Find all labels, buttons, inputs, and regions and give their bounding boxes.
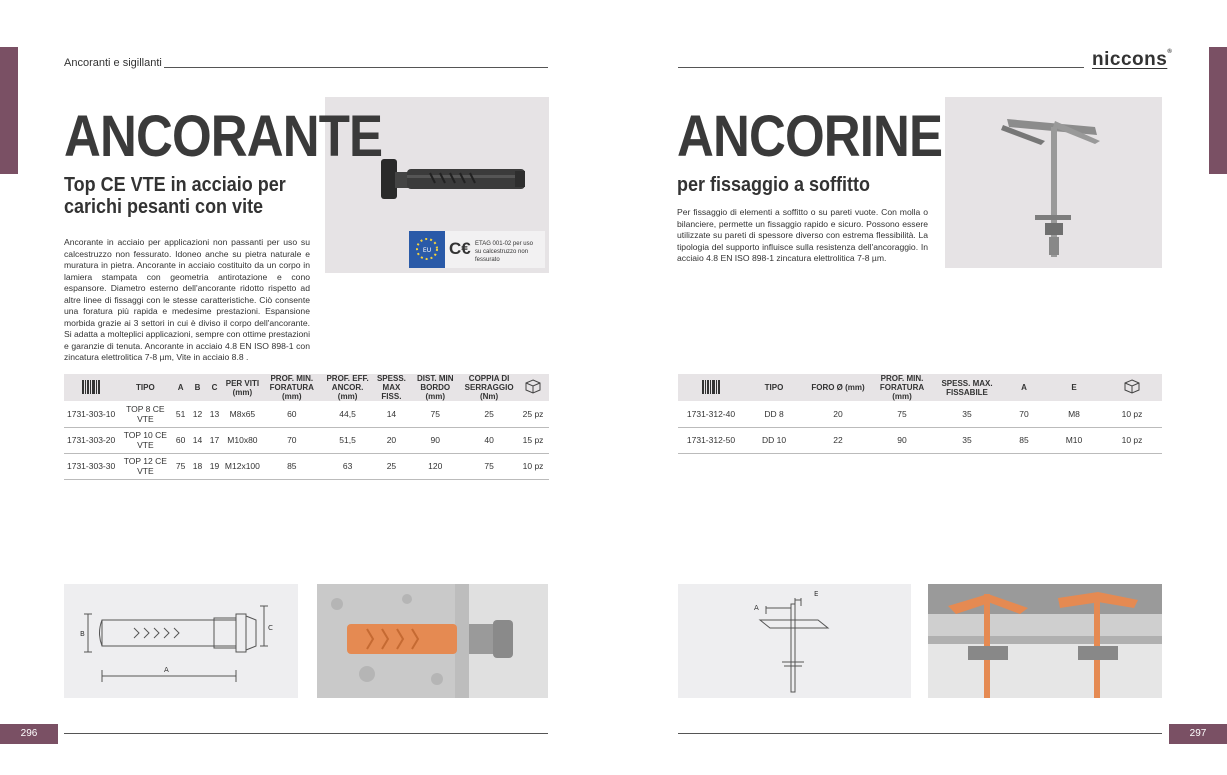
- col-prof-min: PROF. MIN. FORATURA (mm): [262, 374, 322, 401]
- cell-viti: M10x80: [223, 427, 262, 453]
- cell-a: 85: [1002, 427, 1046, 453]
- col-spess-max: SPESS. MAX FISS.: [373, 374, 409, 401]
- col-spess-max: SPESS. MAX. FISSABILE: [932, 374, 1002, 401]
- installation-illustration-ancorine: [928, 584, 1162, 698]
- box-icon: [1102, 374, 1162, 401]
- cell-a: 60: [172, 427, 189, 453]
- table-row: [64, 453, 549, 479]
- brand-logo: niccons®: [1092, 49, 1173, 70]
- col-tipo: TIPO: [744, 374, 804, 401]
- dim-label-a: A: [754, 604, 759, 612]
- cell-b: 18: [189, 453, 206, 479]
- cell-spess: 35: [932, 427, 1002, 453]
- page-number-right: 297: [1169, 724, 1227, 744]
- cell-pack: 10 pz: [1102, 401, 1162, 427]
- cell-a: 51: [172, 401, 189, 427]
- cell-pack: 10 pz: [1102, 427, 1162, 453]
- toggle-bolt-image: [945, 97, 1162, 268]
- cell-c: 19: [206, 453, 223, 479]
- cell-tipo: DD 8: [744, 401, 804, 427]
- col-a: A: [1002, 374, 1046, 401]
- col-coppia: COPPIA DI SERRAGGIO (Nm): [461, 374, 517, 401]
- cell-c: 13: [206, 401, 223, 427]
- eu-stars-icon: [409, 231, 445, 268]
- right-edge-tab: [1209, 47, 1227, 174]
- cell-dist: 90: [409, 427, 461, 453]
- cell-code: 1731-303-30: [64, 453, 119, 479]
- header-rule-right: [678, 67, 1084, 68]
- cell-spess: 14: [373, 401, 409, 427]
- subtitle-ancorante: Top CE VTE in acciaio per carichi pesanti con vite: [64, 174, 286, 218]
- cell-code: 1731-303-20: [64, 427, 119, 453]
- cell-code: 1731-303-10: [64, 401, 119, 427]
- cell-code: 1731-312-40: [678, 401, 744, 427]
- cell-coppia: 75: [461, 453, 517, 479]
- col-tipo: TIPO: [119, 374, 173, 401]
- cell-prof-min: 90: [872, 427, 932, 453]
- dim-label-a: A: [164, 666, 169, 674]
- section-label: Ancoranti e sigillanti: [64, 57, 162, 69]
- left-edge-tab: [0, 47, 18, 174]
- cell-dist: 120: [409, 453, 461, 479]
- cell-tipo: TOP 10 CE VTE: [119, 427, 173, 453]
- cell-a: 75: [172, 453, 189, 479]
- svg-text:EU: EU: [422, 247, 432, 254]
- table-row: [678, 427, 1162, 453]
- cell-pack: 10 pz: [517, 453, 549, 479]
- installation-illustration-ancorante: [317, 584, 548, 698]
- box-icon: [517, 374, 549, 401]
- cell-pack: 15 pz: [517, 427, 549, 453]
- product-table-ancorine: [678, 374, 1162, 454]
- cell-foro: 22: [804, 427, 872, 453]
- cell-coppia: 40: [461, 427, 517, 453]
- table-row: [678, 401, 1162, 427]
- description-ancorine: Per fissaggio di elementi a soffitto o su pareti vuote. Con molla o bilanciere, permette un fissaggio rapido e sicuro. Possono essere utilizzate su pareti di spessore diverso con estrema flessibilità. La tipologia del supporto influisce sulla resistenza dell'ancoraggio. In acciaio 4.8 EN ISO 898-1 zincatura elettrolitica 7-8 µm.: [677, 207, 928, 263]
- col-c: C: [206, 374, 223, 401]
- cell-viti: M8x65: [223, 401, 262, 427]
- cell-tipo: TOP 12 CE VTE: [119, 453, 173, 479]
- cell-spess: 20: [373, 427, 409, 453]
- cell-pack: 25 pz: [517, 401, 549, 427]
- col-prof-eff: PROF. EFF. ANCOR. (mm): [322, 374, 374, 401]
- subtitle-ancorine: per fissaggio a soffitto: [677, 174, 871, 196]
- col-dist-min: DIST. MIN BORDO (mm): [409, 374, 461, 401]
- col-e: E: [1046, 374, 1102, 401]
- cell-coppia: 25: [461, 401, 517, 427]
- page-title-ancorine: ANCORINE: [677, 104, 943, 169]
- table-row: [64, 427, 549, 453]
- barcode-icon: [64, 374, 119, 401]
- table-header-row: [64, 374, 549, 401]
- cell-b: 12: [189, 401, 206, 427]
- ce-mark: C€: [449, 239, 471, 258]
- cell-tipo: DD 10: [744, 427, 804, 453]
- cell-prof-eff: 44,5: [322, 401, 374, 427]
- cell-foro: 20: [804, 401, 872, 427]
- cell-e: M10: [1046, 427, 1102, 453]
- page-number-left: 296: [0, 724, 58, 744]
- dim-label-b: B: [80, 630, 85, 638]
- cell-a: 70: [1002, 401, 1046, 427]
- dim-label-c: C: [268, 624, 273, 632]
- col-foro: FORO Ø (mm): [804, 374, 872, 401]
- col-prof-min: PROF. MIN. FORATURA (mm): [872, 374, 932, 401]
- etag-note: ETAG 001-02 per uso su calcestruzzo non fessurato: [475, 241, 533, 263]
- col-per-viti: PER VITI (mm): [223, 374, 262, 401]
- cell-tipo: TOP 8 CE VTE: [119, 401, 173, 427]
- barcode-icon: [678, 374, 744, 401]
- cell-spess: 35: [932, 401, 1002, 427]
- cell-c: 17: [206, 427, 223, 453]
- product-table-ancorante: [64, 374, 549, 480]
- cell-prof-min: 70: [262, 427, 322, 453]
- cell-prof-eff: 63: [322, 453, 374, 479]
- cell-e: M8: [1046, 401, 1102, 427]
- cell-prof-min: 60: [262, 401, 322, 427]
- cell-b: 14: [189, 427, 206, 453]
- cell-dist: 75: [409, 401, 461, 427]
- footer-rule-right: [678, 733, 1162, 734]
- cell-prof-min: 85: [262, 453, 322, 479]
- col-a: A: [172, 374, 189, 401]
- ce-certification-badge: [409, 231, 545, 268]
- page-title-ancorante: ANCORANTE: [64, 104, 383, 169]
- technical-drawing-ancorante: [64, 584, 298, 698]
- cell-prof-min: 75: [872, 401, 932, 427]
- dim-label-e: E: [814, 590, 819, 598]
- product-photo-ancorine: [945, 97, 1162, 268]
- footer-rule-left: [64, 733, 548, 734]
- cell-spess: 25: [373, 453, 409, 479]
- cell-viti: M12x100: [223, 453, 262, 479]
- cell-prof-eff: 51,5: [322, 427, 374, 453]
- table-header-row: [678, 374, 1162, 401]
- technical-drawing-ancorine: [678, 584, 911, 698]
- cell-code: 1731-312-50: [678, 427, 744, 453]
- table-row: [64, 401, 549, 427]
- col-b: B: [189, 374, 206, 401]
- description-ancorante: Ancorante in acciaio per applicazioni non passanti per uso su calcestruzzo non fessurato. Idoneo anche su pietra naturale e muratura in pietra. Ancorante in acciaio costituito da un corpo in lamiera stampata con geometria antirotazione e cono espansore. Diametro esterno dell'ancorante ridotto rispetto ad altre linee di fissaggi con le stesse caratteristiche. Ciò consente una foratura più rapida e medesime prestazioni. Espansione morbida grazie ai 3 settori in cui è diviso il corpo dell'ancorante. Si adatta a molteplici applicazioni, sempre con ottime prestazioni e garanzie di tenuta. Ancorante in acciaio 4.8 EN ISO 898-1 con zincatura elettrolitica 7-8 µm, Vite in acciaio 8.8 .: [64, 237, 311, 362]
- header-rule-left: [164, 67, 548, 68]
